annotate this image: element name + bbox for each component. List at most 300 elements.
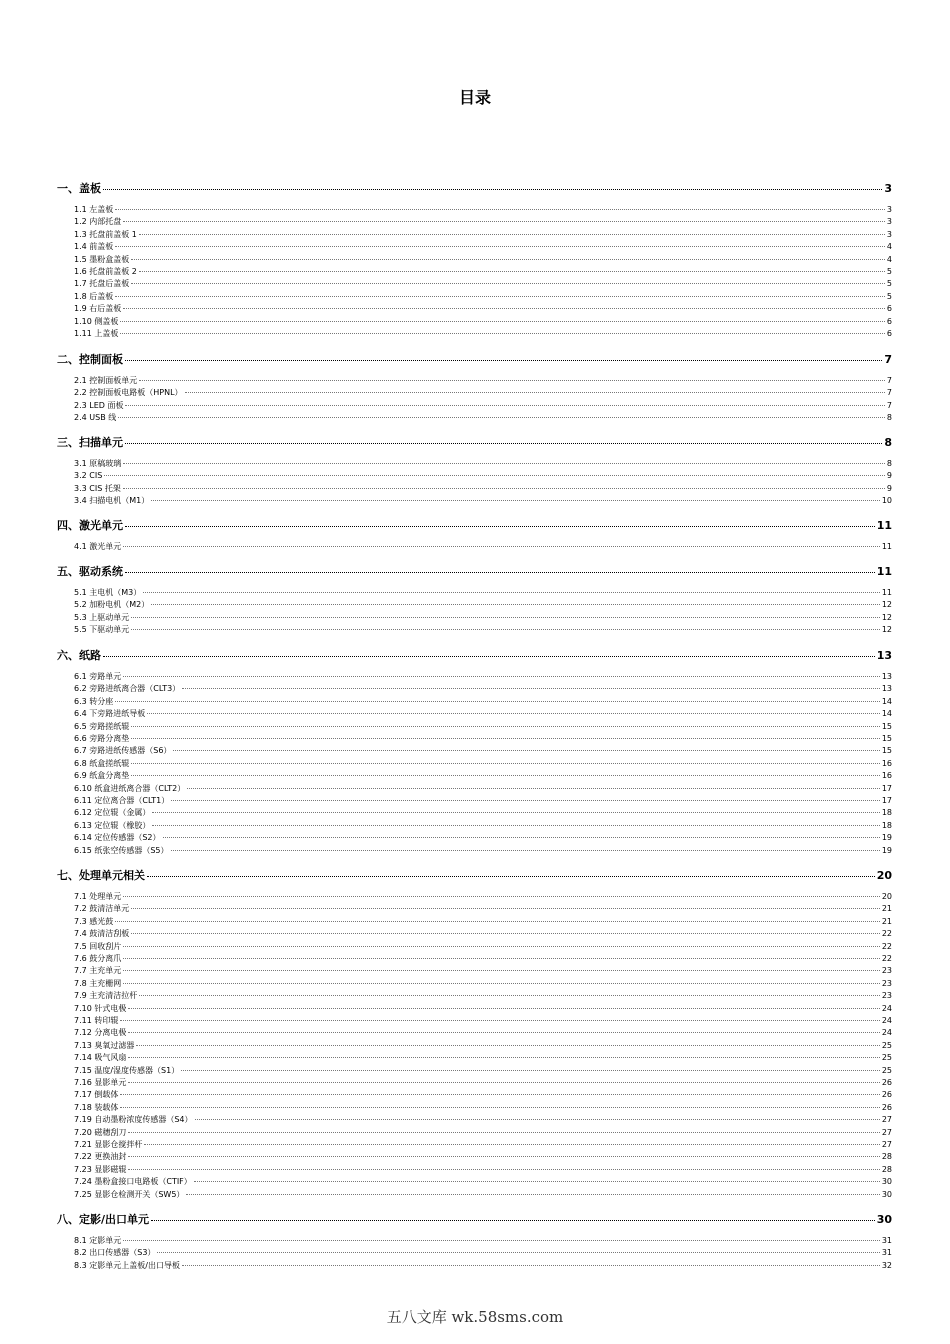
toc-entry-label: 6.6 旁路分离垫 — [74, 734, 130, 743]
toc-item[interactable] — [74, 671, 892, 683]
dot-leader — [139, 995, 880, 996]
dot-leader — [131, 908, 880, 909]
dot-leader — [186, 1194, 879, 1195]
page-number: 11 — [881, 542, 892, 551]
dot-leader — [136, 1045, 879, 1046]
toc-item[interactable] — [74, 1189, 892, 1201]
page-number: 23 — [881, 978, 892, 988]
toc-item[interactable] — [74, 1176, 892, 1188]
toc-entry-label: 七、处理单元相关 — [57, 869, 145, 882]
page-number: 20 — [881, 892, 892, 901]
page-number: 8 — [886, 413, 892, 423]
dot-leader — [115, 246, 885, 247]
page-number: 24 — [881, 1003, 892, 1013]
page-number: 5 — [886, 291, 892, 301]
toc-item[interactable] — [74, 708, 892, 720]
toc-entry-label: 8.2 出口传感器（S3） — [74, 1248, 156, 1258]
dot-leader — [123, 958, 880, 959]
toc-item[interactable] — [74, 1003, 892, 1015]
dot-leader — [173, 750, 879, 751]
toc-entry-label: 7.11 转印辊 — [74, 1016, 119, 1025]
toc-item[interactable] — [74, 1164, 892, 1176]
toc-entry-label: 7.17 倒载体 — [74, 1090, 119, 1100]
page-number: 15 — [881, 746, 892, 756]
dot-leader — [131, 933, 880, 934]
dot-leader — [152, 812, 879, 813]
toc-entry-label: 1.8 后盖板 — [74, 291, 114, 301]
toc-entry-label: 6.11 定位离合器（CLT1） — [74, 796, 170, 805]
toc-entry-label: 7.7 主充单元 — [74, 966, 122, 976]
toc-item[interactable] — [74, 483, 892, 495]
toc-item[interactable] — [74, 587, 892, 599]
toc-item[interactable] — [74, 1235, 892, 1247]
page-number: 12 — [881, 625, 892, 635]
toc-entry-label: 2.2 控制面板电路板（HPNL） — [74, 388, 183, 398]
dot-leader — [195, 1119, 880, 1120]
toc-item[interactable] — [74, 745, 892, 757]
toc-entry-label: 7.16 显影单元 — [74, 1078, 127, 1087]
toc-entry-label: 2.1 控制面板单元 — [74, 376, 138, 385]
toc-entry-label: 7.25 显影仓检测开关（SW5） — [74, 1189, 185, 1199]
toc-item[interactable] — [74, 1127, 892, 1139]
page-number: 17 — [881, 796, 892, 805]
dot-leader — [143, 592, 880, 593]
toc-entry-label: 7.5 回收刮片 — [74, 941, 122, 951]
dot-leader — [131, 726, 880, 727]
page-number: 23 — [881, 966, 892, 976]
page-number: 13 — [881, 684, 892, 694]
page-number: 12 — [881, 600, 892, 610]
page-number: 26 — [881, 1102, 892, 1112]
toc-chapter[interactable] — [57, 435, 892, 451]
toc-entry-label: 7.3 感光鼓 — [74, 916, 114, 926]
toc-item[interactable] — [74, 1065, 892, 1077]
dot-leader — [123, 463, 885, 464]
toc-chapter[interactable] — [57, 648, 892, 664]
page-number: 23 — [881, 991, 892, 1001]
toc-entry-label: 7.13 臭氧过滤器 — [74, 1040, 135, 1050]
dot-leader — [123, 896, 880, 897]
dot-leader — [120, 321, 885, 322]
toc-item[interactable] — [74, 683, 892, 695]
toc-entry-label: 3.4 扫描电机（M1） — [74, 496, 150, 506]
page-number: 22 — [881, 941, 892, 951]
page-number: 3 — [884, 182, 892, 195]
toc-entry-label: 2.4 USB 线 — [74, 413, 117, 423]
toc-item[interactable] — [74, 1102, 892, 1114]
toc-entry-label: 4.1 激光单元 — [74, 542, 122, 551]
toc-item[interactable] — [74, 783, 892, 795]
page-number: 7 — [886, 376, 892, 385]
page-number: 32 — [881, 1260, 892, 1270]
dot-leader — [123, 488, 885, 489]
toc-item[interactable] — [74, 733, 892, 745]
toc-item[interactable] — [74, 758, 892, 770]
dot-leader — [128, 1169, 879, 1170]
dot-leader — [131, 738, 880, 739]
page-number: 6 — [886, 304, 892, 314]
toc-item[interactable] — [74, 1151, 892, 1163]
watermark-footer: 五八文库 wk.58sms.com — [386, 1308, 564, 1326]
toc-item[interactable] — [74, 1027, 892, 1039]
dot-leader — [125, 360, 882, 361]
dot-leader — [120, 1094, 879, 1095]
toc-entry-label: 八、定影/出口单元 — [57, 1213, 150, 1226]
dot-leader — [157, 1252, 879, 1253]
toc-entry-label: 7.22 更换油封 — [74, 1152, 127, 1162]
dot-leader — [139, 234, 885, 235]
toc-item[interactable] — [74, 612, 892, 624]
toc-entry-label: 6.13 定位辊（橡胶） — [74, 820, 151, 830]
page-number: 3 — [886, 229, 892, 239]
toc-item[interactable] — [74, 541, 892, 553]
toc-entry-label: 7.9 主充清洁拉杆 — [74, 991, 138, 1001]
page-number: 15 — [881, 721, 892, 731]
page-number: 22 — [881, 929, 892, 939]
dot-leader — [144, 1144, 879, 1145]
dot-leader — [131, 629, 880, 630]
toc-item[interactable] — [74, 1089, 892, 1101]
toc-item[interactable] — [74, 832, 892, 844]
dot-leader — [171, 850, 880, 851]
page-number: 27 — [881, 1140, 892, 1149]
dot-leader — [120, 333, 885, 334]
page-title: 目录 — [458, 88, 491, 107]
page-number: 8 — [884, 436, 892, 449]
toc-item[interactable] — [74, 1247, 892, 1259]
toc-item[interactable] — [74, 941, 892, 953]
toc-item[interactable] — [74, 891, 892, 903]
toc-entry-label: 7.6 鼓分离爪 — [74, 954, 122, 963]
toc-entry-label: 7.2 鼓清洁单元 — [74, 904, 130, 914]
dot-leader — [131, 617, 880, 618]
page-number: 25 — [881, 1065, 892, 1075]
page-number: 11 — [876, 565, 892, 578]
page-number: 18 — [881, 808, 892, 818]
dot-leader — [120, 1020, 879, 1021]
dot-leader — [123, 676, 880, 677]
page-number: 21 — [881, 904, 892, 914]
page-number: 26 — [881, 1078, 892, 1087]
toc-entry-label: 1.1 左盖板 — [74, 205, 114, 214]
toc-item[interactable] — [74, 216, 892, 228]
page-number: 28 — [881, 1152, 892, 1162]
page-number: 25 — [881, 1040, 892, 1050]
toc-item[interactable] — [74, 1040, 892, 1052]
toc-entry-label: 6.8 纸盒搓纸辊 — [74, 758, 130, 768]
toc-entry-label: 6.14 定位传感器（S2） — [74, 833, 161, 843]
toc-entry-label: 六、纸路 — [57, 649, 101, 662]
page-number: 3 — [886, 205, 892, 214]
page-number: 17 — [881, 783, 892, 793]
page-number: 8 — [886, 459, 892, 468]
page-number: 22 — [881, 954, 892, 963]
toc-entry-label: 8.3 定影单元上盖板/出口导板 — [74, 1260, 180, 1270]
dot-leader — [152, 825, 879, 826]
dot-leader — [139, 271, 885, 272]
toc-item[interactable] — [74, 291, 892, 303]
toc-item[interactable] — [74, 387, 892, 399]
page-number: 13 — [876, 649, 892, 662]
page-number: 6 — [886, 316, 892, 326]
dot-leader — [185, 392, 885, 393]
page-number: 14 — [881, 696, 892, 706]
dot-leader — [128, 1132, 879, 1133]
toc-item[interactable] — [74, 303, 892, 315]
dot-leader — [163, 837, 880, 838]
toc-item[interactable] — [74, 254, 892, 266]
page-number: 13 — [881, 672, 892, 681]
page-number: 31 — [881, 1236, 892, 1245]
toc-entry-label: 7.23 显影磁辊 — [74, 1164, 127, 1174]
toc-entry-label: 1.10 侧盖板 — [74, 316, 119, 326]
dot-leader — [128, 1008, 879, 1009]
dot-leader — [103, 189, 882, 190]
page-number: 5 — [886, 267, 892, 276]
toc-entry-label: 7.24 墨粉盒接口电路板（CTIF） — [74, 1177, 192, 1187]
toc-entry-label: 7.14 吸气风扇 — [74, 1053, 127, 1063]
dot-leader — [115, 209, 885, 210]
page-number: 24 — [881, 1028, 892, 1038]
page-number: 7 — [886, 400, 892, 410]
dot-leader — [118, 417, 885, 418]
dot-leader — [131, 259, 885, 260]
toc-item[interactable] — [74, 458, 892, 470]
toc-entry-label: 7.4 鼓清洁刮板 — [74, 929, 130, 939]
dot-leader — [123, 1240, 880, 1241]
toc-item[interactable] — [74, 1139, 892, 1151]
page-number: 4 — [886, 242, 892, 252]
dot-leader — [131, 775, 880, 776]
toc-entry-label: 五、驱动系统 — [57, 565, 123, 578]
page-number: 31 — [881, 1248, 892, 1258]
dot-leader — [128, 1032, 879, 1033]
toc-entry-label: 7.21 显影仓搅拌杆 — [74, 1140, 143, 1149]
toc-item[interactable] — [74, 266, 892, 278]
page-number: 28 — [881, 1164, 892, 1174]
dot-leader — [120, 1107, 879, 1108]
page-number: 14 — [881, 709, 892, 719]
toc-entry-label: 1.6 托盘前盖板 2 — [74, 267, 137, 276]
toc-item[interactable] — [74, 770, 892, 782]
dot-leader — [128, 1156, 879, 1157]
toc-item[interactable] — [74, 953, 892, 965]
toc-entry-label: 5.3 上驱动单元 — [74, 612, 130, 622]
toc-entry-label: 1.4 前盖板 — [74, 242, 114, 252]
page-number: 4 — [886, 254, 892, 264]
toc-entry-label: 6.4 下旁路进纸导板 — [74, 709, 146, 719]
page-number: 18 — [881, 820, 892, 830]
toc-item[interactable] — [74, 903, 892, 915]
page-number: 25 — [881, 1053, 892, 1063]
page-number: 3 — [886, 217, 892, 227]
toc-entry-label: 5.2 加粉电机（M2） — [74, 600, 150, 610]
toc-chapter[interactable] — [57, 181, 892, 197]
dot-leader — [139, 380, 885, 381]
toc-chapter[interactable] — [57, 518, 892, 534]
toc-item[interactable] — [74, 241, 892, 253]
dot-leader — [147, 713, 880, 714]
dot-leader — [147, 876, 875, 877]
toc-entry-label: 7.20 磁穗刮刀 — [74, 1127, 127, 1137]
dot-leader — [115, 921, 880, 922]
toc-entry-label: 1.9 右后盖板 — [74, 304, 122, 314]
toc-entry-label: 8.1 定影单元 — [74, 1236, 122, 1245]
dot-leader — [125, 443, 882, 444]
toc-item[interactable] — [74, 400, 892, 412]
page-number: 19 — [881, 833, 892, 843]
dot-leader — [131, 763, 880, 764]
page-number: 16 — [881, 771, 892, 781]
dot-leader — [151, 500, 880, 501]
dot-leader — [128, 1057, 879, 1058]
toc-item[interactable] — [74, 624, 892, 636]
toc-entry-label: 7.15 温度/湿度传感器（S1） — [74, 1065, 180, 1075]
page-number: 27 — [881, 1115, 892, 1125]
page-number: 7 — [886, 388, 892, 398]
toc-entry-label: 1.3 托盘前盖板 1 — [74, 229, 137, 239]
toc-item[interactable] — [74, 229, 892, 241]
toc-item[interactable] — [74, 204, 892, 216]
dot-leader — [115, 296, 885, 297]
dot-leader — [194, 1181, 880, 1182]
toc-item[interactable] — [74, 1015, 892, 1027]
page-number: 16 — [881, 758, 892, 768]
toc-item[interactable] — [74, 1114, 892, 1126]
toc-entry-label: 2.3 LED 面板 — [74, 400, 124, 410]
toc-entry-label: 6.10 纸盒进纸离合器（CLT2） — [74, 783, 186, 793]
toc-item[interactable] — [74, 316, 892, 328]
page-number: 30 — [881, 1189, 892, 1199]
toc-item[interactable] — [74, 807, 892, 819]
toc-entry-label: 7.10 针式电极 — [74, 1003, 127, 1013]
toc-chapter[interactable] — [57, 1212, 892, 1228]
toc-entry-label: 6.7 旁路进纸传感器（S6） — [74, 746, 172, 756]
page-number: 9 — [886, 471, 892, 481]
toc-item[interactable] — [74, 965, 892, 977]
toc-entry-label: 3.3 CIS 托架 — [74, 483, 121, 493]
toc-item[interactable] — [74, 470, 892, 482]
toc-item[interactable] — [74, 916, 892, 928]
dot-leader — [182, 1265, 880, 1266]
toc-item[interactable] — [74, 990, 892, 1002]
toc-entry-label: 三、扫描单元 — [57, 436, 123, 449]
dot-leader — [103, 656, 875, 657]
dot-leader — [171, 800, 880, 801]
toc-entry-label: 6.1 旁路单元 — [74, 672, 122, 681]
dot-leader — [151, 1220, 875, 1221]
toc-entry-label: 6.12 定位辊（金属） — [74, 808, 151, 818]
dot-leader — [181, 1070, 880, 1071]
page-number: 30 — [881, 1177, 892, 1187]
toc-entry-label: 四、激光单元 — [57, 519, 123, 532]
toc-item[interactable] — [74, 845, 892, 857]
toc-item[interactable] — [74, 1077, 892, 1089]
toc-item[interactable] — [74, 328, 892, 340]
toc-item[interactable] — [74, 495, 892, 507]
page-number: 21 — [881, 916, 892, 926]
page-number: 24 — [881, 1016, 892, 1025]
toc-item[interactable] — [74, 1052, 892, 1064]
dot-leader — [104, 475, 885, 476]
page-number: 7 — [884, 353, 892, 366]
toc-entry-label: 7.8 主充栅网 — [74, 978, 122, 988]
toc-item[interactable] — [74, 820, 892, 832]
toc-entry-label: 5.1 主电机（M3） — [74, 588, 142, 597]
dot-leader — [123, 983, 880, 984]
dot-leader — [123, 221, 885, 222]
page-number: 10 — [881, 496, 892, 506]
page-number: 15 — [881, 734, 892, 743]
dot-leader — [125, 526, 875, 527]
toc-entry-label: 6.5 旁路搓纸辊 — [74, 721, 130, 731]
dot-leader — [151, 604, 880, 605]
dot-leader — [115, 701, 880, 702]
dot-leader — [125, 572, 875, 573]
toc-entry-label: 1.2 内部托盘 — [74, 217, 122, 227]
dot-leader — [128, 1082, 879, 1083]
dot-leader — [125, 405, 884, 406]
dot-leader — [123, 946, 880, 947]
toc-entry-label: 6.15 纸张空传感器（S5） — [74, 845, 169, 855]
toc-entry-label: 1.7 托盘后盖板 — [74, 279, 130, 289]
page-number: 30 — [876, 1213, 892, 1226]
dot-leader — [123, 546, 880, 547]
toc-entry-label: 1.11 上盖板 — [74, 329, 119, 338]
toc-chapter[interactable] — [57, 868, 892, 884]
dot-leader — [123, 970, 880, 971]
toc-entry-label: 7.1 处理单元 — [74, 892, 122, 901]
page-number: 6 — [886, 329, 892, 338]
toc-entry-label: 二、控制面板 — [57, 353, 123, 366]
toc-entry-label: 3.1 原稿玻璃 — [74, 459, 122, 468]
page-number: 19 — [881, 845, 892, 855]
toc-item[interactable] — [74, 278, 892, 290]
toc-item[interactable] — [74, 696, 892, 708]
toc-entry-label: 一、盖板 — [57, 182, 101, 195]
toc-entry-label: 6.3 转分座 — [74, 696, 114, 706]
dot-leader — [187, 788, 880, 789]
toc-chapter[interactable] — [57, 352, 892, 368]
toc-entry-label: 6.2 旁路进纸离合器（CLT3） — [74, 684, 181, 694]
toc-entry-label: 7.19 自动墨粉浓度传感器（S4） — [74, 1115, 193, 1125]
toc-entry-label: 5.5 下驱动单元 — [74, 625, 130, 635]
toc-item[interactable] — [74, 599, 892, 611]
dot-leader — [131, 283, 885, 284]
page-number: 11 — [881, 588, 892, 597]
toc-item[interactable] — [74, 721, 892, 733]
page-number: 11 — [876, 519, 892, 532]
page-number: 9 — [886, 483, 892, 493]
dot-leader — [182, 688, 880, 689]
page-number: 12 — [881, 612, 892, 622]
toc-entry-label: 6.9 纸盒分离垫 — [74, 771, 130, 781]
toc-entry-label: 7.18 装载体 — [74, 1102, 119, 1112]
toc-item[interactable] — [74, 795, 892, 807]
page-number: 26 — [881, 1090, 892, 1100]
toc-entry-label: 3.2 CIS — [74, 471, 103, 481]
toc-item[interactable] — [74, 412, 892, 424]
toc-item[interactable] — [74, 1260, 892, 1272]
toc-item[interactable] — [74, 375, 892, 387]
page-number: 5 — [886, 279, 892, 289]
toc-item[interactable] — [74, 978, 892, 990]
page-number: 20 — [876, 869, 892, 882]
dot-leader — [123, 308, 885, 309]
toc-entry-label: 1.5 墨粉盒盖板 — [74, 254, 130, 264]
toc-chapter[interactable] — [57, 564, 892, 580]
toc-item[interactable] — [74, 928, 892, 940]
